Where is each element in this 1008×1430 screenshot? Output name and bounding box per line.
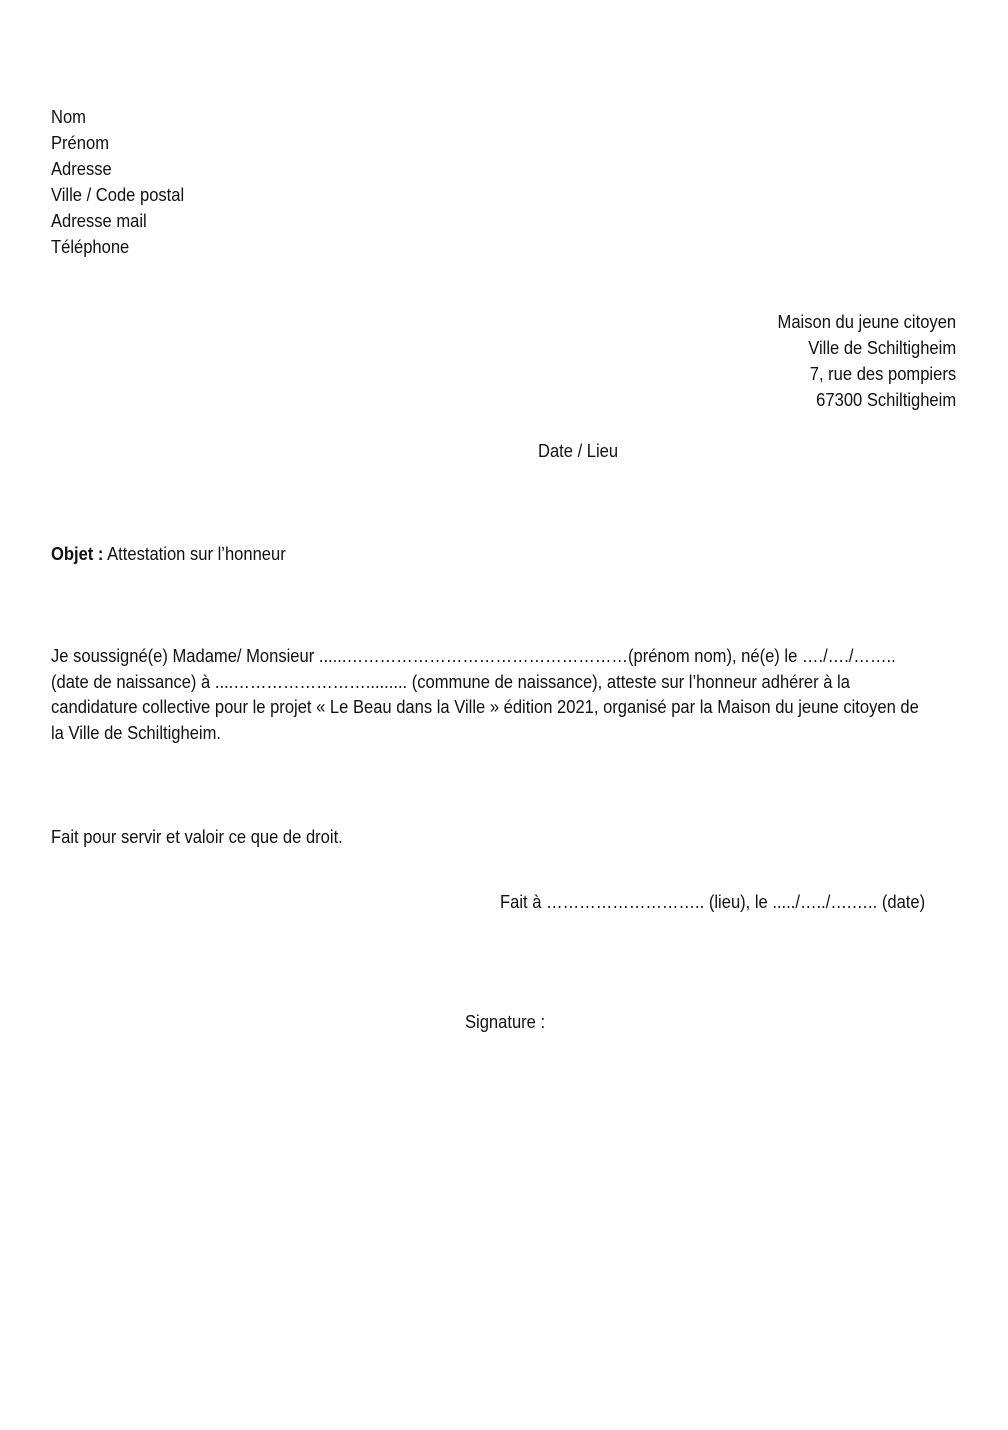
date-place: Date / Lieu [538,441,619,461]
sender-phone: Téléphone [51,237,130,257]
paragraph-line: Je soussigné(e) Madame/ Monsieur ......……………………………………………(prénom nom), né(e) le …./…./…….. [51,646,896,666]
recipient-line: Maison du jeune citoyen [777,312,956,332]
sender-city-postcode: Ville / Code postal [51,185,185,205]
recipient-block [777,309,956,413]
signature-label: Signature : [465,1012,546,1032]
place-date-line: Fait à ……………………….. (lieu), le ...../…../….….. (date) [500,892,926,912]
paragraph-line: (date de naissance) à ....……………………......... (commune de naissance), atteste sur l’honneur adhérer à la [51,671,850,692]
subject-label: Objet : [51,544,104,564]
attestation-paragraph [51,644,943,747]
sender-name: Nom [51,107,86,127]
sender-block [51,104,184,260]
recipient-line: Ville de Schiltigheim [808,338,956,358]
recipient-line: 7, rue des pompiers [809,364,956,384]
sender-email: Adresse mail [51,211,147,231]
subject-line [51,541,286,567]
sender-address: Adresse [51,159,112,179]
subject-text: Attestation sur l’honneur [107,544,286,564]
paragraph-line: candidature collective pour le projet « Le Beau dans la Ville » édition 2021, organisé par la Maison du jeune citoyen de [51,697,919,718]
paragraph-line: la Ville de Schiltigheim. [51,723,221,744]
closing-formula: Fait pour servir et valoir ce que de droit. [51,827,343,847]
sender-firstname: Prénom [51,133,109,153]
recipient-line: 67300 Schiltigheim [816,390,956,410]
